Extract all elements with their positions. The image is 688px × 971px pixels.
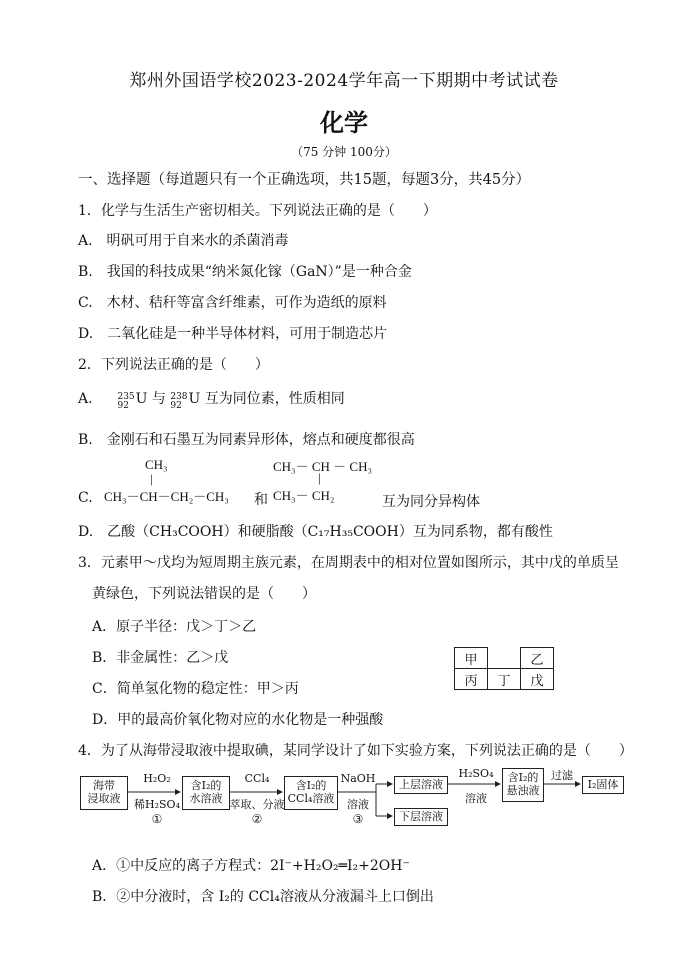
box-kelp-extract — [80, 776, 128, 810]
step2-reagent: CCl₄ — [244, 772, 270, 785]
cell-empty — [488, 648, 521, 669]
step3-reagent: NaOH — [340, 772, 376, 785]
cell-bing: 丙 — [455, 669, 488, 690]
box-iodine-solid: I₂固体 — [582, 776, 624, 794]
cell-ding: 丁 — [488, 669, 521, 690]
step4-solution: 溶液 — [465, 792, 487, 805]
formula1-bond: | — [150, 471, 153, 486]
box-iodine-ccl4 — [284, 776, 338, 810]
step1-acid: 稀H₂SO₄ — [134, 798, 180, 811]
q3-stem-line2: 黄绿色，下列说法错误的是（ ） — [92, 586, 316, 602]
box-iodine-ccl4-text: 含I₂的 CCl₄溶液 — [287, 779, 335, 805]
q1-option-d: D. 二氧化硅是一种半导体材料，可用于制造芯片 — [78, 326, 388, 342]
box-kelp-extract-text: 海带 浸取液 — [87, 779, 121, 805]
step4-reagent: H₂SO₄ — [458, 767, 494, 780]
step5-filter: 过滤 — [551, 769, 573, 782]
exam-title: 郑州外国语学校2023-2024学年高一下期期中考试试卷 — [129, 71, 559, 91]
q1-option-a: A. 明矾可用于自来水的杀菌消毒 — [78, 233, 289, 249]
q2-a-label: A. — [78, 391, 93, 407]
formula1-chain: CH₃－CH－CH₂－CH₃ — [104, 489, 229, 504]
mass-number: 235 — [117, 392, 135, 402]
q3-stem-line1: 3．元素甲～戊均为短周期主族元素，在周期表中的相对位置如图所示，其中戊的单质呈 — [78, 555, 619, 571]
exam-time: （75 分钟 100分） — [291, 145, 397, 159]
formula2-bottom: CH₃－ CH₂ — [273, 488, 335, 503]
box-iodine-suspension — [502, 768, 544, 802]
step3-number: ③ — [352, 812, 364, 826]
q3-option-d: D．甲的最高价氧化物对应的水化物是一种强酸 — [92, 712, 384, 728]
q2-option-d: D. 乙酸（CH₃COOH）和硬脂酸（C₁₇H₃₅COOH）互为同系物，都有酸性 — [78, 524, 553, 540]
cell-wu: 戊 — [521, 669, 554, 690]
box-lower-layer: 下层溶液 — [394, 808, 448, 826]
formula2-top: CH₃－ CH － CH₃ — [273, 459, 372, 474]
q2-a-text2: U 互为同位素，性质相同 — [188, 391, 345, 407]
formula1-branch: CH₃ — [145, 457, 168, 472]
q3-option-c: C．简单氢化物的稳定性：甲＞丙 — [92, 681, 299, 697]
q2-stem: 2．下列说法正确的是（ ） — [78, 357, 269, 373]
section-heading: 一、选择题（每道题只有一个正确选项，共15题，每题3分，共45分） — [78, 172, 531, 188]
box-iodine-suspension-text: 含I₂的 悬浊液 — [506, 771, 540, 797]
q2-c-label: C. — [78, 490, 93, 506]
q2-c-tail: 互为同分异构体 — [382, 494, 480, 510]
q3-option-a: A．原子半径：戊＞丁＞乙 — [92, 619, 257, 635]
periodic-table-fragment — [454, 647, 554, 690]
isotope-u238 — [170, 393, 187, 411]
q2-option-b: B. 金刚石和石墨互为同素异形体，熔点和硬度都很高 — [78, 432, 415, 448]
extraction-flowchart — [76, 768, 626, 848]
step2-number: ② — [251, 812, 263, 826]
subject-title: 化学 — [320, 109, 368, 137]
q3-option-b: B．非金属性：乙＞戊 — [92, 650, 229, 666]
step2-operation: 萃取、分液 — [229, 798, 285, 811]
q2-option-a — [78, 388, 345, 411]
q1-stem: 1．化学与生活生产密切相关。下列说法正确的是（ ） — [78, 203, 437, 219]
atomic-number: 92 — [170, 401, 182, 411]
q2-a-text1: U 与 — [135, 391, 166, 407]
formula2-bond: | — [318, 470, 321, 485]
step1-reagent: H₂O₂ — [143, 772, 171, 785]
cell-yi: 乙 — [521, 648, 554, 669]
q2-c-and: 和 — [254, 492, 268, 508]
q4-option-b: B．②中分液时，含 I₂的 CCl₄溶液从分液漏斗上口倒出 — [92, 889, 434, 905]
atomic-number: 92 — [117, 401, 129, 411]
box-iodine-aqueous-text: 含I₂的 水溶液 — [189, 779, 223, 805]
cell-jia: 甲 — [455, 648, 488, 669]
box-iodine-aqueous — [182, 776, 230, 810]
q1-option-b: B. 我国的科技成果“纳米氮化镓（GaN）”是一种合金 — [78, 264, 412, 280]
isotope-u235 — [117, 393, 134, 411]
q4-option-a: A．①中反应的离子方程式：2I⁻+H₂O₂═I₂+2OH⁻ — [92, 858, 410, 874]
step3-solution: 溶液 — [347, 798, 369, 811]
step1-number: ① — [151, 812, 163, 826]
mass-number: 238 — [170, 392, 188, 402]
box-upper-layer: 上层溶液 — [394, 776, 448, 794]
q1-option-c: C. 木材、秸秆等富含纤维素，可作为造纸的原料 — [78, 295, 387, 311]
q4-stem: 4．为了从海带浸取液中提取碘，某同学设计了如下实验方案，下列说法正确的是（ ） — [78, 743, 633, 759]
